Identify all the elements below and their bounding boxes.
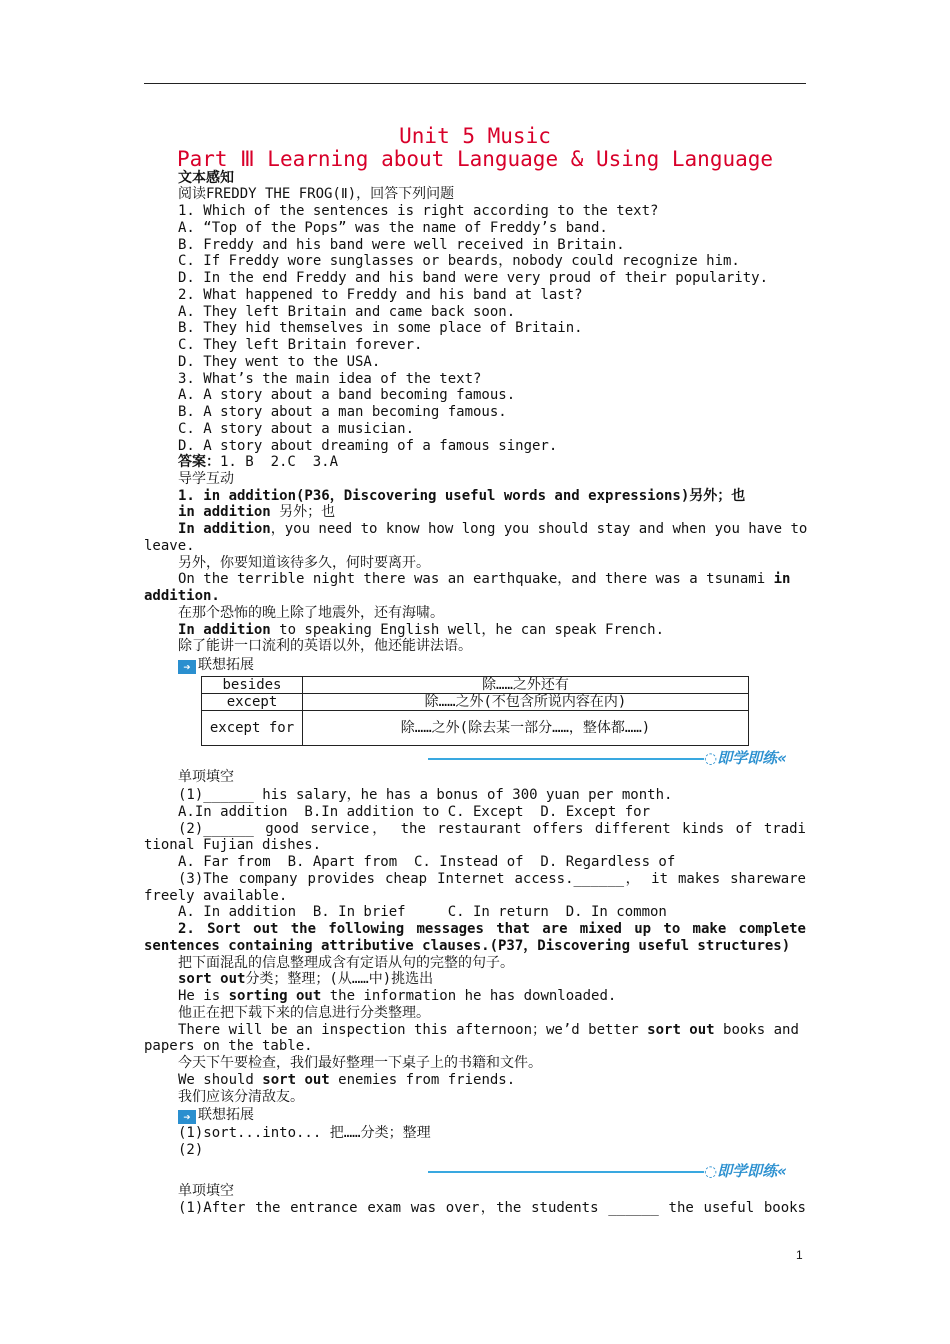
section-heading-guide: 导学互动 [178,471,234,487]
option-2c: C. They left Britain forever. [178,337,423,353]
practice-icon: ◌ [704,749,718,767]
item-1-definition [178,504,806,521]
arrow-icon: ➔ [178,1110,196,1124]
practice-q2: (2)______ good service， the restaurant offers different kinds of tradi [178,821,806,837]
single-choice-heading-2: 单项填空 [178,1183,234,1199]
practice-label: 即学即练 [717,749,778,767]
example-2 [178,571,806,588]
table-row [202,711,749,746]
option-2b: B. They hid themselves in some place of Britain. [178,320,583,336]
section-heading-reading: 文本感知 [178,170,234,186]
practice-q4: (1)After the entrance exam was over，the students ______ the useful books [178,1200,806,1216]
item-2-definition [178,971,806,988]
example-3-translation: 除了能讲一口流利的英语以外，他还能讲法语。 [178,638,472,654]
reading-instruction: 阅读FREDDY THE FROG(Ⅱ)，回答下列问题 [178,186,455,202]
table-cell-word: except for [202,711,303,746]
example-1-translation: 另外，你要知道该待多久，何时要离开。 [178,555,430,571]
table-cell-meaning: 除……之外还有 [303,677,749,694]
practice-banner-2 [428,1162,808,1180]
example-6 [178,1072,806,1089]
practice-tag [704,749,787,767]
table-cell-meaning: 除……之外(不包含所说内容在内) [303,694,749,711]
table-row [202,694,749,711]
phrase: sort out [647,1022,715,1038]
answer-line [178,454,806,471]
practice-tag [704,1162,787,1180]
association-heading-2 [178,1107,806,1124]
option-1a: A. “Top of the Pops” was the name of Freddy’s band. [178,220,608,236]
divider [428,758,704,760]
example-text: We should [178,1072,263,1088]
phrase: In addition [178,521,271,537]
option-3a: A. A story about a band becoming famous. [178,387,516,403]
option-2d: D. They went to the USA. [178,354,381,370]
answer-text: 1. B 2.C 3.A [220,454,339,470]
example-text: ，you need to know how long you should stay and when you have to [270,521,808,537]
option-3b: B. A story about a man becoming famous. [178,404,507,420]
question-2: 2. What happened to Freddy and his band at last? [178,287,583,303]
example-text: He is [178,988,229,1004]
example-text: to speaking English well，he can speak French. [270,622,665,638]
example-3 [178,622,806,639]
example-text: On the terrible night there was an earthquake，and there was a tsunami [178,571,766,587]
table-cell-word: besides [202,677,303,694]
header-rule [144,83,806,84]
example-5-translation: 今天下午要检查，我们最好整理一下桌子上的书籍和文件。 [178,1055,542,1071]
example-2-translation: 在那个恐怖的晚上除了地震外，还有海啸。 [178,605,444,621]
phrase: In addition [178,622,271,638]
example-text: enemies from friends. [329,1072,516,1088]
practice-q3-options: A. In addition B. In brief C. In return D. In common [178,904,667,920]
table-row [202,677,749,694]
option-1d: D. In the end Freddy and his band were very proud of their popularity. [178,270,769,286]
option-1b: B. Freddy and his band were well received in Britain. [178,237,625,253]
association-heading [178,657,806,674]
example-6-translation: 我们应该分清敌友。 [178,1089,304,1105]
association-label: 联想拓展 [198,1107,254,1123]
example-text: the information he has downloaded. [321,988,617,1004]
comparison-table [201,676,749,746]
option-2a: A. They left Britain and came back soon. [178,304,516,320]
example-2-cont: addition. [144,588,220,604]
item-1-title: 1. in addition(P36，Discovering useful words and expressions)另外；也 [178,488,746,504]
example-4-translation: 他正在把下载下来的信息进行分类整理。 [178,1005,430,1021]
example-4 [178,988,806,1005]
phrase: sort out [178,971,246,987]
option-1c: C. If Freddy wore sunglasses or beards，nobody could recognize him. [178,253,740,269]
item-2-title-cont: sentences containing attributive clauses.(P37，Discovering useful structures) [144,938,791,954]
question-1: 1. Which of the sentences is right according to the text? [178,203,659,219]
option-3d: D. A story about dreaming of a famous singer. [178,438,558,454]
example-5 [178,1022,806,1039]
double-chevron-icon: « [777,1162,787,1180]
phrase-meaning: 分类；整理；(从……中)挑选出 [245,971,434,987]
arrow-icon: ➔ [178,660,196,674]
question-3: 3. What’s the main idea of the text? [178,371,482,387]
item-2-title: 2. Sort out the following messages that are mixed up to make complete [178,921,806,937]
phrase: in [773,571,791,587]
practice-q1-options: A.In addition B.In addition to C. Except D. Except for [178,804,651,820]
practice-q1: (1)______ his salary，he has a bonus of 300 yuan per month. [178,787,673,803]
item-2-instruction: 把下面混乱的信息整理成含有定语从句的完整的句子。 [178,955,514,971]
example-1-cont: leave. [144,538,195,554]
practice-q3-cont: freely available. [144,888,288,904]
part-title: Part Ⅲ Learning about Language & Using Language [176,147,774,171]
example-text: There will be an inspection this afternoon；we’d better [178,1022,648,1038]
practice-q2-cont: tional Fujian dishes. [144,837,322,853]
option-3c: C. A story about a musician. [178,421,415,437]
phrase: sort out [262,1072,330,1088]
table-cell-meaning: 除……之外(除去某一部分……，整体都……) [303,711,749,746]
phrase: sorting out [228,988,322,1004]
phrase-meaning: 另外；也 [270,504,336,520]
table-cell-word: except [202,694,303,711]
double-chevron-icon: « [777,749,787,767]
association-item-1: (1)sort...into... 把……分类；整理 [178,1125,431,1141]
association-label: 联想拓展 [198,657,254,673]
phrase: in addition [178,504,271,520]
divider [428,1171,704,1173]
practice-icon: ◌ [704,1162,718,1180]
practice-banner [428,749,808,767]
practice-q3: (3)The company provides cheap Internet access.______， it makes shareware [178,871,806,887]
practice-q2-options: A. Far from B. Apart from C. Instead of D. Regardless of [178,854,676,870]
answer-label: 答案： [178,454,220,470]
association-item-2: (2) [178,1142,204,1158]
example-text: books and [714,1022,799,1038]
single-choice-heading: 单项填空 [178,769,234,785]
practice-label: 即学即练 [717,1162,778,1180]
unit-title: Unit 5 Music [399,124,551,148]
example-5-cont: papers on the table. [144,1038,313,1054]
example-1 [178,521,806,538]
page-number: 1 [796,1248,803,1262]
